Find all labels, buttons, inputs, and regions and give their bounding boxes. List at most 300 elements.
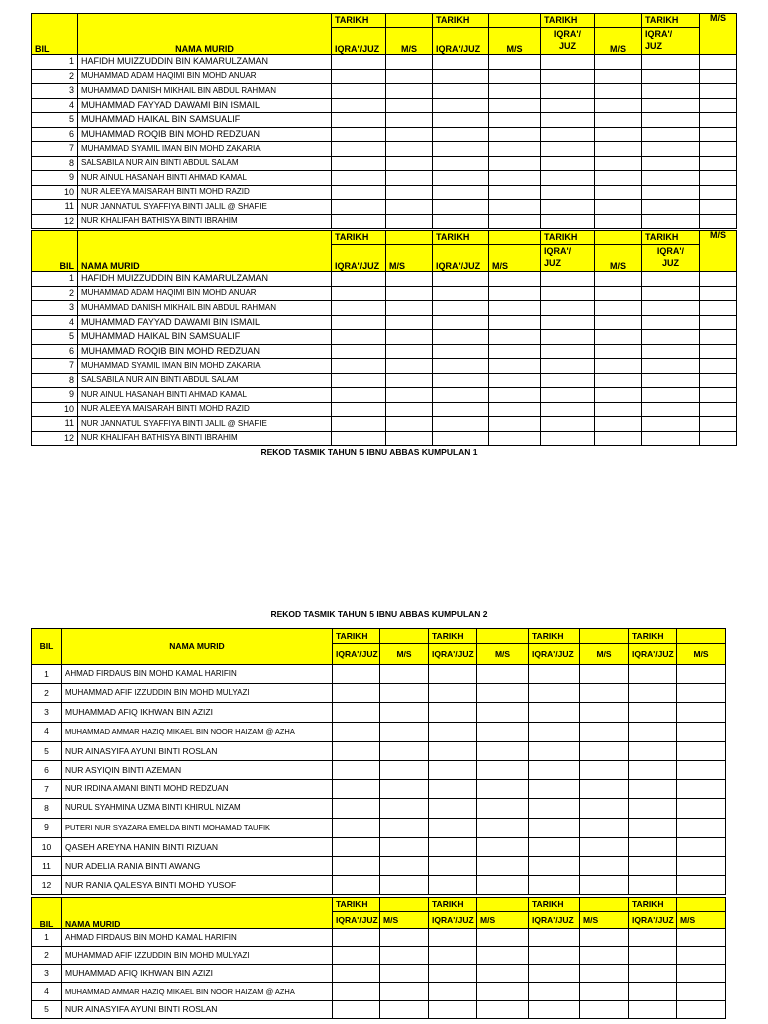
iqra-juz-cell[interactable] — [642, 272, 700, 287]
iqra-juz-cell[interactable] — [642, 315, 700, 330]
iqra-juz-cell[interactable] — [333, 703, 380, 722]
ms-cell[interactable] — [700, 214, 737, 229]
iqra-juz-cell[interactable] — [333, 818, 380, 837]
iqra-juz-cell[interactable] — [529, 965, 580, 983]
ms-cell[interactable] — [595, 417, 642, 432]
iqra-juz-cell[interactable] — [541, 286, 595, 301]
ms-cell[interactable] — [386, 373, 433, 388]
ms-cell[interactable] — [677, 665, 726, 684]
ms-cell[interactable] — [386, 142, 433, 157]
ms-cell[interactable] — [477, 703, 529, 722]
iqra-juz-cell[interactable] — [642, 388, 700, 403]
iqra-juz-cell[interactable] — [629, 722, 677, 741]
ms-cell[interactable] — [386, 214, 433, 229]
iqra-juz-cell[interactable] — [433, 84, 489, 99]
ms-cell[interactable] — [677, 1001, 726, 1019]
iqra-juz-cell[interactable] — [332, 127, 386, 142]
iqra-juz-cell[interactable] — [433, 388, 489, 403]
iqra-juz-cell[interactable] — [332, 315, 386, 330]
ms-cell[interactable] — [489, 55, 541, 70]
ms-cell[interactable] — [595, 315, 642, 330]
iqra-juz-cell[interactable] — [642, 330, 700, 345]
ms-cell[interactable] — [700, 113, 737, 128]
iqra-juz-cell[interactable] — [629, 965, 677, 983]
ms-cell[interactable] — [477, 876, 529, 895]
iqra-juz-cell[interactable] — [529, 818, 580, 837]
iqra-juz-cell[interactable] — [433, 69, 489, 84]
ms-cell[interactable] — [477, 983, 529, 1001]
ms-cell[interactable] — [489, 214, 541, 229]
iqra-juz-cell[interactable] — [429, 818, 477, 837]
ms-cell[interactable] — [386, 330, 433, 345]
iqra-juz-cell[interactable] — [642, 84, 700, 99]
ms-cell[interactable] — [477, 741, 529, 760]
iqra-juz-cell[interactable] — [429, 780, 477, 799]
ms-cell[interactable] — [477, 1001, 529, 1019]
ms-cell[interactable] — [386, 69, 433, 84]
iqra-juz-cell[interactable] — [642, 417, 700, 432]
ms-cell[interactable] — [677, 818, 726, 837]
ms-cell[interactable] — [489, 417, 541, 432]
ms-cell[interactable] — [700, 98, 737, 113]
ms-cell[interactable] — [386, 156, 433, 171]
ms-cell[interactable] — [700, 200, 737, 215]
ms-cell[interactable] — [580, 760, 629, 779]
iqra-juz-cell[interactable] — [529, 983, 580, 1001]
ms-cell[interactable] — [580, 929, 629, 947]
iqra-juz-cell[interactable] — [629, 760, 677, 779]
iqra-juz-cell[interactable] — [333, 837, 380, 856]
ms-cell[interactable] — [477, 837, 529, 856]
iqra-juz-cell[interactable] — [629, 929, 677, 947]
ms-cell[interactable] — [386, 402, 433, 417]
iqra-juz-cell[interactable] — [433, 301, 489, 316]
iqra-juz-cell[interactable] — [429, 856, 477, 875]
iqra-juz-cell[interactable] — [332, 301, 386, 316]
ms-cell[interactable] — [489, 113, 541, 128]
iqra-juz-cell[interactable] — [642, 142, 700, 157]
ms-cell[interactable] — [477, 780, 529, 799]
ms-cell[interactable] — [595, 127, 642, 142]
iqra-juz-cell[interactable] — [332, 388, 386, 403]
iqra-juz-cell[interactable] — [629, 947, 677, 965]
iqra-juz-cell[interactable] — [332, 142, 386, 157]
ms-cell[interactable] — [477, 929, 529, 947]
iqra-juz-cell[interactable] — [433, 359, 489, 374]
ms-cell[interactable] — [677, 703, 726, 722]
iqra-juz-cell[interactable] — [333, 684, 380, 703]
ms-cell[interactable] — [580, 722, 629, 741]
ms-cell[interactable] — [386, 431, 433, 446]
iqra-juz-cell[interactable] — [629, 780, 677, 799]
ms-cell[interactable] — [380, 780, 429, 799]
iqra-juz-cell[interactable] — [429, 665, 477, 684]
iqra-juz-cell[interactable] — [433, 272, 489, 287]
ms-cell[interactable] — [380, 856, 429, 875]
iqra-juz-cell[interactable] — [433, 156, 489, 171]
ms-cell[interactable] — [700, 431, 737, 446]
iqra-juz-cell[interactable] — [529, 722, 580, 741]
iqra-juz-cell[interactable] — [541, 388, 595, 403]
iqra-juz-cell[interactable] — [333, 741, 380, 760]
ms-cell[interactable] — [677, 684, 726, 703]
iqra-juz-cell[interactable] — [541, 55, 595, 70]
ms-cell[interactable] — [489, 171, 541, 186]
iqra-juz-cell[interactable] — [541, 98, 595, 113]
ms-cell[interactable] — [677, 876, 726, 895]
iqra-juz-cell[interactable] — [429, 965, 477, 983]
ms-cell[interactable] — [489, 200, 541, 215]
iqra-juz-cell[interactable] — [529, 665, 580, 684]
ms-cell[interactable] — [380, 983, 429, 1001]
iqra-juz-cell[interactable] — [629, 1001, 677, 1019]
iqra-juz-cell[interactable] — [541, 185, 595, 200]
iqra-juz-cell[interactable] — [541, 417, 595, 432]
iqra-juz-cell[interactable] — [629, 741, 677, 760]
iqra-juz-cell[interactable] — [642, 431, 700, 446]
ms-cell[interactable] — [380, 929, 429, 947]
iqra-juz-cell[interactable] — [529, 837, 580, 856]
iqra-juz-cell[interactable] — [629, 856, 677, 875]
iqra-juz-cell[interactable] — [529, 703, 580, 722]
ms-cell[interactable] — [386, 55, 433, 70]
ms-cell[interactable] — [677, 856, 726, 875]
ms-cell[interactable] — [477, 799, 529, 818]
ms-cell[interactable] — [595, 185, 642, 200]
ms-cell[interactable] — [595, 286, 642, 301]
iqra-juz-cell[interactable] — [332, 344, 386, 359]
iqra-juz-cell[interactable] — [333, 929, 380, 947]
ms-cell[interactable] — [489, 98, 541, 113]
iqra-juz-cell[interactable] — [541, 113, 595, 128]
ms-cell[interactable] — [477, 760, 529, 779]
iqra-juz-cell[interactable] — [333, 947, 380, 965]
iqra-juz-cell[interactable] — [429, 1001, 477, 1019]
iqra-juz-cell[interactable] — [529, 780, 580, 799]
iqra-juz-cell[interactable] — [541, 330, 595, 345]
ms-cell[interactable] — [477, 856, 529, 875]
iqra-juz-cell[interactable] — [333, 799, 380, 818]
iqra-juz-cell[interactable] — [332, 113, 386, 128]
ms-cell[interactable] — [580, 1001, 629, 1019]
ms-cell[interactable] — [700, 301, 737, 316]
ms-cell[interactable] — [700, 402, 737, 417]
ms-cell[interactable] — [489, 431, 541, 446]
iqra-juz-cell[interactable] — [529, 684, 580, 703]
ms-cell[interactable] — [595, 272, 642, 287]
iqra-juz-cell[interactable] — [433, 402, 489, 417]
ms-cell[interactable] — [489, 301, 541, 316]
iqra-juz-cell[interactable] — [642, 69, 700, 84]
ms-cell[interactable] — [380, 665, 429, 684]
iqra-juz-cell[interactable] — [433, 373, 489, 388]
iqra-juz-cell[interactable] — [541, 272, 595, 287]
ms-cell[interactable] — [595, 171, 642, 186]
iqra-juz-cell[interactable] — [642, 301, 700, 316]
iqra-juz-cell[interactable] — [529, 741, 580, 760]
ms-cell[interactable] — [380, 876, 429, 895]
iqra-juz-cell[interactable] — [333, 760, 380, 779]
ms-cell[interactable] — [700, 84, 737, 99]
iqra-juz-cell[interactable] — [629, 837, 677, 856]
iqra-juz-cell[interactable] — [332, 84, 386, 99]
ms-cell[interactable] — [700, 344, 737, 359]
iqra-juz-cell[interactable] — [429, 703, 477, 722]
iqra-juz-cell[interactable] — [333, 965, 380, 983]
ms-cell[interactable] — [386, 286, 433, 301]
ms-cell[interactable] — [477, 684, 529, 703]
ms-cell[interactable] — [386, 200, 433, 215]
ms-cell[interactable] — [380, 837, 429, 856]
iqra-juz-cell[interactable] — [332, 272, 386, 287]
iqra-juz-cell[interactable] — [433, 330, 489, 345]
ms-cell[interactable] — [677, 965, 726, 983]
iqra-juz-cell[interactable] — [332, 402, 386, 417]
ms-cell[interactable] — [489, 142, 541, 157]
ms-cell[interactable] — [580, 818, 629, 837]
ms-cell[interactable] — [489, 185, 541, 200]
ms-cell[interactable] — [380, 741, 429, 760]
iqra-juz-cell[interactable] — [433, 431, 489, 446]
iqra-juz-cell[interactable] — [541, 315, 595, 330]
ms-cell[interactable] — [580, 876, 629, 895]
ms-cell[interactable] — [380, 703, 429, 722]
iqra-juz-cell[interactable] — [332, 69, 386, 84]
iqra-juz-cell[interactable] — [541, 359, 595, 374]
iqra-juz-cell[interactable] — [433, 113, 489, 128]
ms-cell[interactable] — [489, 156, 541, 171]
ms-cell[interactable] — [386, 301, 433, 316]
iqra-juz-cell[interactable] — [332, 286, 386, 301]
ms-cell[interactable] — [477, 965, 529, 983]
ms-cell[interactable] — [595, 330, 642, 345]
iqra-juz-cell[interactable] — [332, 330, 386, 345]
iqra-juz-cell[interactable] — [642, 373, 700, 388]
ms-cell[interactable] — [477, 665, 529, 684]
ms-cell[interactable] — [595, 113, 642, 128]
ms-cell[interactable] — [700, 69, 737, 84]
ms-cell[interactable] — [380, 947, 429, 965]
iqra-juz-cell[interactable] — [332, 156, 386, 171]
iqra-juz-cell[interactable] — [529, 1001, 580, 1019]
ms-cell[interactable] — [489, 330, 541, 345]
iqra-juz-cell[interactable] — [429, 684, 477, 703]
iqra-juz-cell[interactable] — [629, 684, 677, 703]
ms-cell[interactable] — [386, 185, 433, 200]
ms-cell[interactable] — [386, 171, 433, 186]
ms-cell[interactable] — [700, 127, 737, 142]
ms-cell[interactable] — [677, 722, 726, 741]
ms-cell[interactable] — [580, 684, 629, 703]
ms-cell[interactable] — [580, 665, 629, 684]
iqra-juz-cell[interactable] — [429, 741, 477, 760]
ms-cell[interactable] — [580, 983, 629, 1001]
iqra-juz-cell[interactable] — [629, 703, 677, 722]
ms-cell[interactable] — [677, 947, 726, 965]
ms-cell[interactable] — [386, 344, 433, 359]
iqra-juz-cell[interactable] — [333, 665, 380, 684]
iqra-juz-cell[interactable] — [332, 185, 386, 200]
ms-cell[interactable] — [700, 330, 737, 345]
ms-cell[interactable] — [489, 359, 541, 374]
iqra-juz-cell[interactable] — [541, 171, 595, 186]
iqra-juz-cell[interactable] — [429, 760, 477, 779]
ms-cell[interactable] — [489, 344, 541, 359]
ms-cell[interactable] — [386, 84, 433, 99]
iqra-juz-cell[interactable] — [642, 171, 700, 186]
iqra-juz-cell[interactable] — [629, 665, 677, 684]
iqra-juz-cell[interactable] — [541, 214, 595, 229]
ms-cell[interactable] — [595, 388, 642, 403]
iqra-juz-cell[interactable] — [333, 876, 380, 895]
iqra-juz-cell[interactable] — [642, 214, 700, 229]
ms-cell[interactable] — [700, 373, 737, 388]
iqra-juz-cell[interactable] — [433, 98, 489, 113]
iqra-juz-cell[interactable] — [642, 113, 700, 128]
ms-cell[interactable] — [700, 315, 737, 330]
ms-cell[interactable] — [580, 780, 629, 799]
ms-cell[interactable] — [380, 818, 429, 837]
ms-cell[interactable] — [677, 780, 726, 799]
ms-cell[interactable] — [580, 837, 629, 856]
ms-cell[interactable] — [595, 156, 642, 171]
iqra-juz-cell[interactable] — [642, 98, 700, 113]
ms-cell[interactable] — [489, 402, 541, 417]
iqra-juz-cell[interactable] — [541, 431, 595, 446]
iqra-juz-cell[interactable] — [332, 359, 386, 374]
iqra-juz-cell[interactable] — [333, 780, 380, 799]
ms-cell[interactable] — [489, 69, 541, 84]
ms-cell[interactable] — [386, 272, 433, 287]
ms-cell[interactable] — [700, 55, 737, 70]
iqra-juz-cell[interactable] — [529, 760, 580, 779]
ms-cell[interactable] — [489, 373, 541, 388]
iqra-juz-cell[interactable] — [332, 200, 386, 215]
ms-cell[interactable] — [700, 388, 737, 403]
iqra-juz-cell[interactable] — [433, 142, 489, 157]
ms-cell[interactable] — [595, 142, 642, 157]
ms-cell[interactable] — [677, 760, 726, 779]
ms-cell[interactable] — [677, 741, 726, 760]
iqra-juz-cell[interactable] — [541, 301, 595, 316]
ms-cell[interactable] — [700, 272, 737, 287]
iqra-juz-cell[interactable] — [629, 818, 677, 837]
iqra-juz-cell[interactable] — [332, 98, 386, 113]
iqra-juz-cell[interactable] — [333, 983, 380, 1001]
iqra-juz-cell[interactable] — [529, 876, 580, 895]
ms-cell[interactable] — [595, 373, 642, 388]
iqra-juz-cell[interactable] — [529, 929, 580, 947]
ms-cell[interactable] — [489, 388, 541, 403]
ms-cell[interactable] — [386, 359, 433, 374]
ms-cell[interactable] — [386, 113, 433, 128]
iqra-juz-cell[interactable] — [642, 344, 700, 359]
ms-cell[interactable] — [580, 741, 629, 760]
ms-cell[interactable] — [386, 315, 433, 330]
iqra-juz-cell[interactable] — [642, 200, 700, 215]
ms-cell[interactable] — [380, 965, 429, 983]
ms-cell[interactable] — [700, 171, 737, 186]
ms-cell[interactable] — [595, 301, 642, 316]
ms-cell[interactable] — [489, 272, 541, 287]
ms-cell[interactable] — [700, 417, 737, 432]
iqra-juz-cell[interactable] — [529, 947, 580, 965]
ms-cell[interactable] — [677, 799, 726, 818]
iqra-juz-cell[interactable] — [433, 127, 489, 142]
iqra-juz-cell[interactable] — [333, 722, 380, 741]
ms-cell[interactable] — [386, 127, 433, 142]
ms-cell[interactable] — [595, 84, 642, 99]
iqra-juz-cell[interactable] — [333, 1001, 380, 1019]
ms-cell[interactable] — [700, 185, 737, 200]
iqra-juz-cell[interactable] — [429, 837, 477, 856]
ms-cell[interactable] — [580, 947, 629, 965]
iqra-juz-cell[interactable] — [429, 983, 477, 1001]
iqra-juz-cell[interactable] — [332, 373, 386, 388]
iqra-juz-cell[interactable] — [429, 876, 477, 895]
ms-cell[interactable] — [380, 799, 429, 818]
iqra-juz-cell[interactable] — [642, 127, 700, 142]
iqra-juz-cell[interactable] — [429, 722, 477, 741]
iqra-juz-cell[interactable] — [429, 947, 477, 965]
iqra-juz-cell[interactable] — [642, 402, 700, 417]
iqra-juz-cell[interactable] — [642, 359, 700, 374]
ms-cell[interactable] — [595, 69, 642, 84]
iqra-juz-cell[interactable] — [429, 929, 477, 947]
iqra-juz-cell[interactable] — [541, 142, 595, 157]
ms-cell[interactable] — [595, 431, 642, 446]
ms-cell[interactable] — [489, 84, 541, 99]
ms-cell[interactable] — [595, 55, 642, 70]
ms-cell[interactable] — [580, 799, 629, 818]
ms-cell[interactable] — [380, 1001, 429, 1019]
iqra-juz-cell[interactable] — [642, 55, 700, 70]
iqra-juz-cell[interactable] — [629, 983, 677, 1001]
iqra-juz-cell[interactable] — [642, 156, 700, 171]
ms-cell[interactable] — [700, 286, 737, 301]
iqra-juz-cell[interactable] — [529, 799, 580, 818]
iqra-juz-cell[interactable] — [541, 344, 595, 359]
iqra-juz-cell[interactable] — [332, 214, 386, 229]
ms-cell[interactable] — [595, 98, 642, 113]
iqra-juz-cell[interactable] — [541, 373, 595, 388]
ms-cell[interactable] — [489, 127, 541, 142]
ms-cell[interactable] — [386, 417, 433, 432]
iqra-juz-cell[interactable] — [333, 856, 380, 875]
ms-cell[interactable] — [489, 286, 541, 301]
ms-cell[interactable] — [477, 947, 529, 965]
iqra-juz-cell[interactable] — [433, 315, 489, 330]
iqra-juz-cell[interactable] — [433, 200, 489, 215]
ms-cell[interactable] — [677, 929, 726, 947]
iqra-juz-cell[interactable] — [642, 185, 700, 200]
ms-cell[interactable] — [580, 965, 629, 983]
ms-cell[interactable] — [489, 315, 541, 330]
ms-cell[interactable] — [380, 684, 429, 703]
iqra-juz-cell[interactable] — [433, 417, 489, 432]
iqra-juz-cell[interactable] — [332, 171, 386, 186]
iqra-juz-cell[interactable] — [629, 799, 677, 818]
iqra-juz-cell[interactable] — [642, 286, 700, 301]
iqra-juz-cell[interactable] — [429, 799, 477, 818]
ms-cell[interactable] — [595, 359, 642, 374]
ms-cell[interactable] — [380, 722, 429, 741]
iqra-juz-cell[interactable] — [332, 417, 386, 432]
iqra-juz-cell[interactable] — [332, 55, 386, 70]
ms-cell[interactable] — [595, 344, 642, 359]
iqra-juz-cell[interactable] — [541, 402, 595, 417]
iqra-juz-cell[interactable] — [433, 171, 489, 186]
